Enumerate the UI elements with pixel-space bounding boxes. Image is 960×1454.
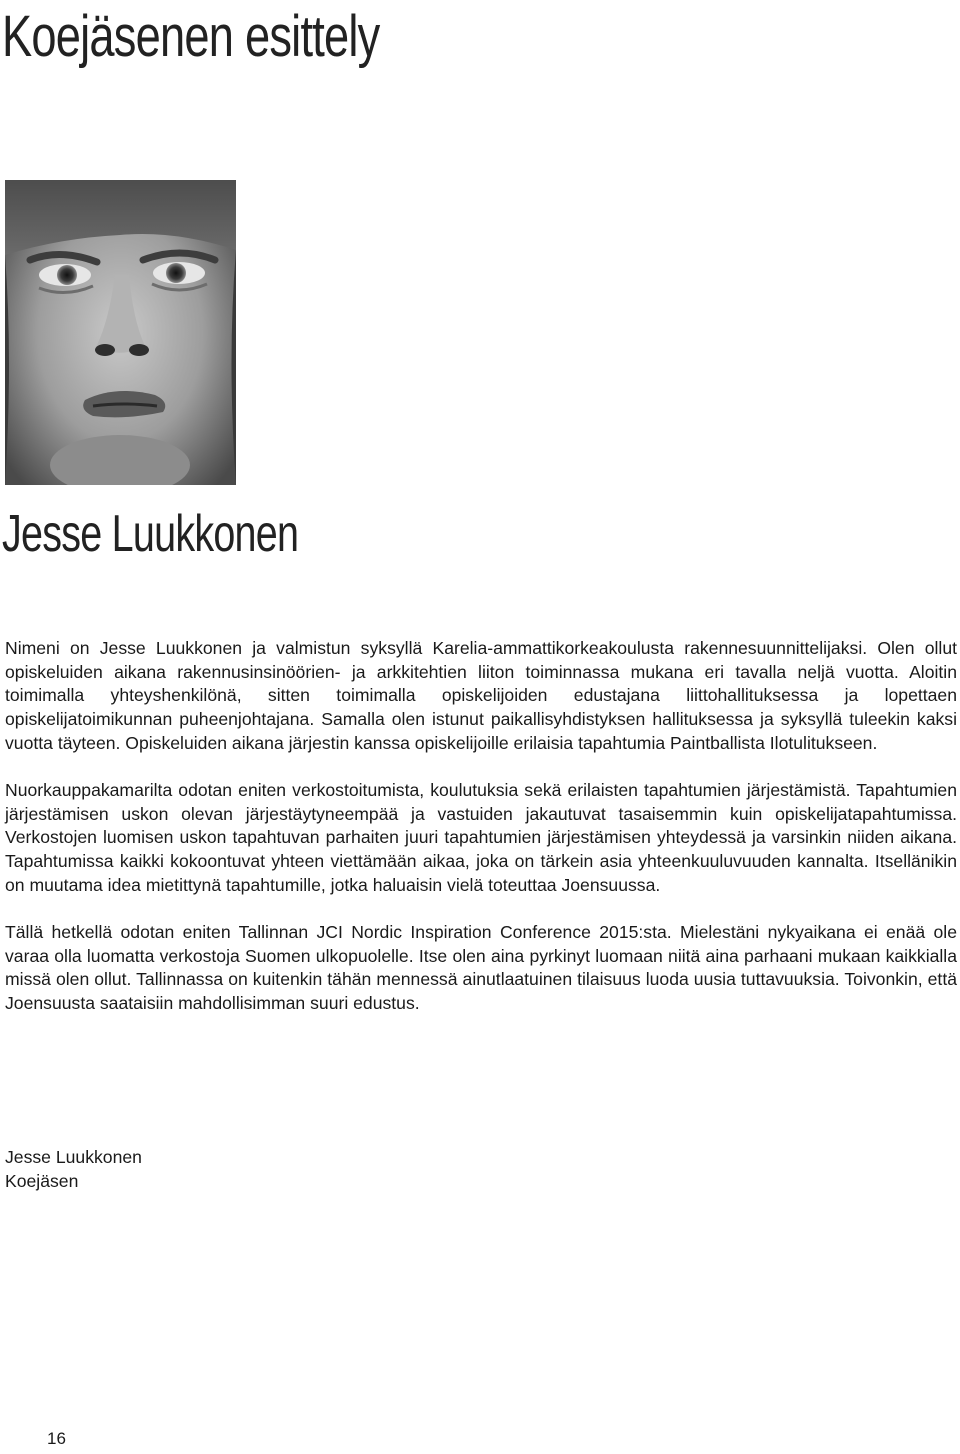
paragraph-intro: Nimeni on Jesse Luukkonen ja valmistun syksyllä Karelia-ammattikorkeakoulusta rakennesuunnittelijaksi. Olen ollut opiskeluiden aikana rakennusinsinöörien- ja arkkitehtien liiton toiminnassa mukana eri tavalla neljä vuotta. Aloitin toimimalla yhteyshenkilönä, sitten toimimalla opiskelijoiden edustajana liittohallituksessa ja lopettaen opiskelijatoimikunnan puheenjohtajana. Samalla olen istunut paikallisyhdistyksen hallituksessa ja syksyllä tuleekin kaksi vuotta täyteen. Opiskeluiden aikana järjestin kanssa opiskelijoille erilaisia tapahtumia Paintballista Ilotulitukseen. — [5, 638, 957, 753]
page-number: 16 — [47, 1429, 66, 1448]
portrait-image — [5, 180, 236, 485]
portrait-photo — [5, 180, 236, 485]
paragraph-expectations: Nuorkauppakamarilta odotan eniten verkostoitumista, koulutuksia sekä erilaisten tapahtumien järjestämistä. Tapahtumien järjestämisen uskon olevan järjestäytyneempää ja vastuiden jakautuvat tasaisemmin kuin opiskelijatapahtumissa. Verkostojen luomisen uskon tapahtuvan parhaiten juuri tapahtumien järjestämisen yhteydessä ja varsinkin niiden aikana. Tapahtumissa kaikki kokoontuvat yhteen viettämään aikaa, joka on tärkein asia yhteenkuuluvuuden kannalta. Itsellänikin on muutama idea mietittynä tapahtumille, jotka haluaisin vielä toteuttaa Joensuussa. — [5, 780, 957, 895]
person-name: Jesse Luukkonen — [2, 505, 299, 563]
page-title: Koejäsenen esittely — [2, 4, 380, 69]
signature-role: Koejäsen — [5, 1171, 79, 1191]
signature-block — [5, 1145, 142, 1193]
article-body — [5, 637, 957, 1039]
signature-name: Jesse Luukkonen — [5, 1147, 142, 1167]
paragraph-conference: Tällä hetkellä odotan eniten Tallinnan JCI Nordic Inspiration Conference 2015:sta. Mielestäni nykyaikana ei enää ole varaa olla luomatta verkostoja Suomen ulkopuolelle. Itse olen aina pyrkinyt luomaan niitä aina parhaani mukaan kaikkialla missä olen ollut. Tallinnassa on kuitenkin tähän mennessä ainutlaatuinen tilaisuus luoda uusia tuttavuuksia. Toivonkin, että Joensuusta saataisiin mahdollisimman suuri edustus. — [5, 922, 957, 1014]
